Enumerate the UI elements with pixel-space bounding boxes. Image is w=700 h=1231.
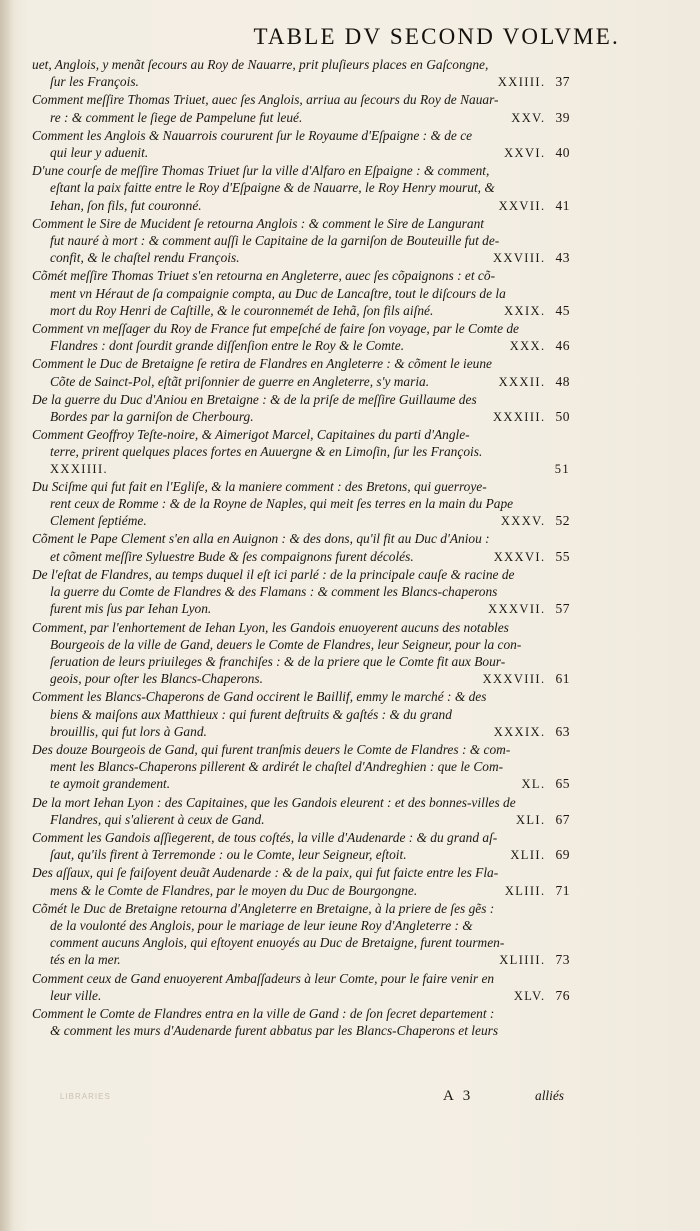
- toc-entry: [32, 127, 570, 162]
- chapter-number: XXIX.: [504, 303, 546, 318]
- catchword: alliés: [535, 1088, 565, 1103]
- entry-text-line: Comment le Sire de Mucident ſe retourna Anglois : & comment le Sire de Langurant: [32, 215, 484, 231]
- entry-text-line: furent mis ſus par Iehan Lyon.: [50, 601, 212, 617]
- entry-text-line: Cõment le Pape Clement s'en alla en Auignon : & des dons, qu'il fit au Duc d'Aniou :: [32, 531, 490, 547]
- entry-text-line: uet, Anglois, y menãt ſecours au Roy de Nauarre, prit pluſieurs places en Gaſcongne,: [32, 57, 489, 72]
- entry-text-line: Du Sciſme qui fut fait en l'Egliſe, & la maniere comment : des Bretons, qui guerroye-: [32, 478, 487, 494]
- page-number: 48: [555, 373, 570, 389]
- entry-text-line: De la guerre du Duc d'Aniou en Bretaigne : & de la priſe de meſſire Guillaume des: [32, 391, 477, 407]
- page-number: 45: [555, 302, 570, 318]
- page-number: 43: [555, 250, 570, 266]
- page-number: 52: [555, 513, 570, 529]
- toc-entry: [32, 794, 570, 829]
- entry-text-line: Flandres, qui s'alierent à ceux de Gand.: [50, 811, 265, 827]
- chapter-number: XXVII.: [498, 198, 546, 213]
- entry-text-line: brouillis, qui fut lors à Gand.: [50, 723, 207, 739]
- running-title: TABLE DV SECOND VOLVME.: [253, 24, 620, 49]
- chapter-reference: [488, 548, 570, 566]
- chapter-reference: [482, 600, 570, 618]
- entry-text-line: ſeruation de leurs priuileges & franchiſes : & de la priere que le Comte fit aux Bour-: [50, 653, 506, 669]
- entry-text-line: Comment les Gandois aſſiegerent, de tous coſtés, la ville d'Audenarde : & du grand aſ-: [32, 829, 498, 845]
- toc-entry: [32, 970, 570, 1005]
- toc-entry: [32, 566, 570, 619]
- entry-text-line: Comment le Duc de Bretaigne ſe retira de Flandres en Angleterre : & cõment le ieune: [32, 356, 492, 372]
- entry-text-line: Comment les Blancs-Chaperons de Gand occirent le Baillif, emmy le marché : & des: [32, 689, 487, 705]
- toc-entry: [32, 162, 570, 215]
- chapter-number: XLI.: [515, 812, 546, 827]
- entry-text-line: eſtant la paix faitte entre le Roy d'Eſpaigne & de Nauarre, le Roy Henry mourut, &: [50, 180, 495, 196]
- toc-entry: [32, 530, 570, 565]
- chapter-number: XXXIII.: [493, 410, 546, 425]
- page-number: 63: [555, 723, 570, 739]
- toc-entry: [32, 864, 570, 899]
- entry-text-line: Cõmét meſſire Thomas Triuet s'en retourna en Angleterre, auec ſes cõpaignons : et cõ-: [32, 268, 496, 284]
- chapter-reference: [493, 951, 570, 969]
- chapter-number: XLII.: [510, 848, 546, 863]
- library-stamp: LIBRARIES: [60, 1092, 111, 1101]
- entry-text-line: Comment ceux de Gand enuoyerent Ambaſſadeurs à leur Comte, pour le faire venir en: [32, 970, 495, 986]
- chapter-number: XLV.: [513, 988, 546, 1003]
- chapter-number: XXXIX.: [493, 724, 546, 739]
- entry-text-line: Flandres : dont ſourdit grande diſſenſion entre le Roy & le Comte.: [50, 338, 405, 354]
- page-number: 67: [555, 811, 570, 827]
- entry-text-line: de la voulonté des Anglois, pour le mariage de leur ieune Roy d'Angleterre : &: [50, 917, 473, 933]
- chapter-number: XXV.: [511, 110, 546, 125]
- toc-entry: [32, 1005, 570, 1039]
- page-number: 61: [555, 671, 570, 687]
- table-of-contents: [32, 56, 570, 1039]
- chapter-reference: [493, 373, 570, 391]
- chapter-reference: [498, 302, 570, 320]
- chapter-number: XLIII.: [504, 883, 546, 898]
- toc-entry: [32, 619, 570, 689]
- entry-text-line: mens & le Comte de Flandres, par le moyen du Duc de Bourgongne.: [50, 882, 418, 898]
- entry-text-line: Comment les Anglois & Nauarrois coururent ſur le Royaume d'Eſpaigne : & de ce: [32, 127, 473, 143]
- entry-text-line: Comment meſſire Thomas Triuet, auec ſes Anglois, arriua au ſecours du Roy de Nauar-: [32, 92, 499, 108]
- entry-text-line: De l'eſtat de Flandres, au temps duquel il eſt ici parlé : de la principale cauſe & racine de: [32, 566, 515, 582]
- chapter-reference: [492, 73, 570, 91]
- toc-entry: [32, 478, 570, 531]
- toc-entry: [32, 391, 570, 426]
- chapter-number: XXXVI.: [493, 549, 546, 564]
- chapter-reference: [487, 249, 570, 267]
- entry-text-line: confit, & le chaſtel rendu François.: [50, 250, 240, 266]
- chapter-reference: [498, 144, 570, 162]
- entry-text-line: D'une courſe de meſſire Thomas Triuet ſur la ville d'Alfaro en Eſpaigne : & comment,: [32, 163, 490, 179]
- chapter-number: XLIIII.: [499, 953, 546, 968]
- entry-text-line: tés en la mer.: [50, 952, 121, 968]
- chapter-number: XXXVIII.: [482, 672, 546, 687]
- chapter-number: XXIIII.: [497, 75, 546, 90]
- entry-text-line: biens & maiſons aux Matthieux : qui furent deſtruits & gaſtés : & du grand: [50, 706, 452, 722]
- toc-entry: [32, 267, 570, 320]
- page-number: 57: [555, 601, 570, 617]
- entry-text-line: ſur les François.: [50, 74, 139, 90]
- entry-text-line: ſaut, qu'ils firent à Terremonde : ou le Comte, leur Seigneur, eſtoit.: [50, 847, 407, 863]
- toc-entry: [32, 215, 570, 268]
- chapter-reference: [516, 775, 571, 793]
- chapter-number: XXXV.: [500, 514, 546, 529]
- toc-entry: [32, 91, 570, 126]
- page-number: 71: [555, 882, 570, 898]
- page-number: 76: [555, 987, 570, 1003]
- chapter-number: XXXVII.: [488, 602, 546, 617]
- toc-entry: [32, 900, 570, 970]
- toc-entry: [32, 320, 570, 355]
- chapter-reference: [477, 670, 570, 688]
- gutter-shadow: [0, 0, 14, 1231]
- chapter-reference: [508, 987, 570, 1005]
- entry-text-line: Des douze Bourgeois de Gand, qui furent tranſmis deuers le Comte de Flandres : & com-: [32, 741, 511, 757]
- entry-text-line: mort du Roy Henri de Caſtille, & le couronnemét de Iehã, ſon fils aiſné.: [50, 302, 434, 318]
- page-number: 69: [555, 847, 570, 863]
- toc-entry: [32, 741, 570, 794]
- chapter-reference: [510, 811, 570, 829]
- entry-text-line: Comment vn meſſager du Roy de France fut empeſché de faire ſon voyage, par le Comte de: [32, 321, 520, 337]
- chapter-number: XXVIII.: [493, 251, 546, 266]
- entry-text-line: Des aſſaux, qui ſe faiſoyent deuãt Audenarde : & de la paix, qui fut faicte entre les Fla-: [32, 865, 499, 881]
- entry-text-line: De la mort Iehan Lyon : des Capitaines, que les Gandois eleurent : et des bonnes-villes de: [32, 794, 516, 810]
- page-number: 41: [555, 197, 570, 213]
- toc-entry: [32, 688, 570, 741]
- chapter-number: XXVI.: [504, 146, 546, 161]
- entry-text-line: Comment, par l'enhortement de Iehan Lyon, les Gandois enuoyerent aucuns des notables: [32, 619, 509, 635]
- toc-entry: [32, 426, 570, 478]
- page-number: 73: [555, 952, 570, 968]
- toc-entry: [32, 56, 570, 91]
- chapter-reference: [499, 882, 570, 900]
- entry-text-line: ment vn Héraut de ſa compaignie compta, au Duc de Lancaſtre, tout le diſcours de la: [50, 285, 506, 301]
- signature-mark: A 3: [443, 1088, 474, 1104]
- entry-text-line: et cõment meſſire Syluestre Bude & ſes compaignons furent décolés.: [50, 548, 414, 564]
- entry-text-line: rent ceux de Romme : & de la Royne de Naples, qui meit ſes terres en la main du Pape: [50, 496, 514, 512]
- chapter-reference: [504, 846, 570, 864]
- page-number: 65: [555, 776, 570, 792]
- chapter-reference: [495, 512, 570, 530]
- entry-text-line: ment les Blancs-Chaperons pillerent & ardirét le chaſtel d'Andreghien : que le Com-: [50, 759, 504, 775]
- chapter-number: XXXII.: [498, 374, 546, 389]
- page-number: 46: [555, 338, 570, 354]
- chapter-number: XXXIIII.: [50, 461, 109, 476]
- chapter-number: XXX.: [509, 339, 546, 354]
- page-number: 55: [555, 548, 570, 564]
- entry-text-line: Clement ſeptiéme.: [50, 513, 147, 529]
- chapter-reference: [488, 723, 570, 741]
- entry-text-line: Cõmét le Duc de Bretaigne retourna d'Angleterre en Bretaigne, à la priere de ſes gẽs :: [32, 900, 495, 916]
- entry-text-line: te aymoit grandement.: [50, 776, 171, 792]
- entry-text-line: qui leur y aduenit.: [50, 145, 149, 161]
- entry-text-line: & comment les murs d'Audenarde furent abbatus par les Blancs-Chaperons et leurs: [50, 1023, 499, 1039]
- entry-text-line: fut nauré à mort : & comment auſſi le Capitaine de la garniſon de Bouteuille fut de-: [50, 233, 500, 249]
- page-number: 51: [554, 461, 570, 476]
- page-number: 40: [555, 145, 570, 161]
- chapter-reference: [505, 109, 570, 127]
- page-number: 39: [555, 109, 570, 125]
- entry-text-line: leur ville.: [50, 987, 102, 1003]
- page-number: 50: [555, 409, 570, 425]
- chapter-reference: [504, 337, 570, 355]
- chapter-reference: [493, 197, 570, 215]
- entry-text-line: Comment Geoffroy Teſte-noire, & Aimerigot Marcel, Capitaines du parti d'Angle-: [32, 427, 470, 443]
- entry-text-line: Iehan, ſon fils, fut couronné.: [50, 197, 202, 213]
- toc-entry: [32, 829, 570, 864]
- chapter-number: XL.: [521, 777, 546, 792]
- entry-text-line: Comment le Comte de Flandres entra en la ville de Gand : de ſon ſecret departement :: [32, 1005, 495, 1021]
- entry-text-line: Bordes par la garniſon de Cherbourg.: [50, 409, 254, 425]
- entry-text-line: terre, prirent quelques places fortes en Auuergne & en Limoſin, ſur les François.: [50, 444, 483, 460]
- toc-entry: [32, 355, 570, 390]
- page-number: 37: [555, 74, 570, 90]
- entry-text-line: geois, pour oſter les Blancs-Chaperons.: [50, 671, 263, 687]
- entry-text-line: re : & comment le ſiege de Pampelune fut leué.: [50, 109, 303, 125]
- chapter-reference: [487, 408, 570, 426]
- entry-text-line: la guerre du Comte de Flandres & des Flamans : & comment les Blancs-chaperons: [50, 584, 498, 600]
- entry-text-line: Bourgeois de la ville de Gand, deuers le Comte de Flandres, leur Seigneur, pour la con-: [50, 636, 522, 652]
- entry-text-line: Cõte de Sainct-Pol, eſtãt priſonnier de guerre en Angleterre, s'y maria.: [50, 373, 430, 389]
- entry-text-line: comment aucuns Anglois, qui eſtoyent enuoyés au Duc de Bretaigne, furent tourmen-: [50, 935, 505, 951]
